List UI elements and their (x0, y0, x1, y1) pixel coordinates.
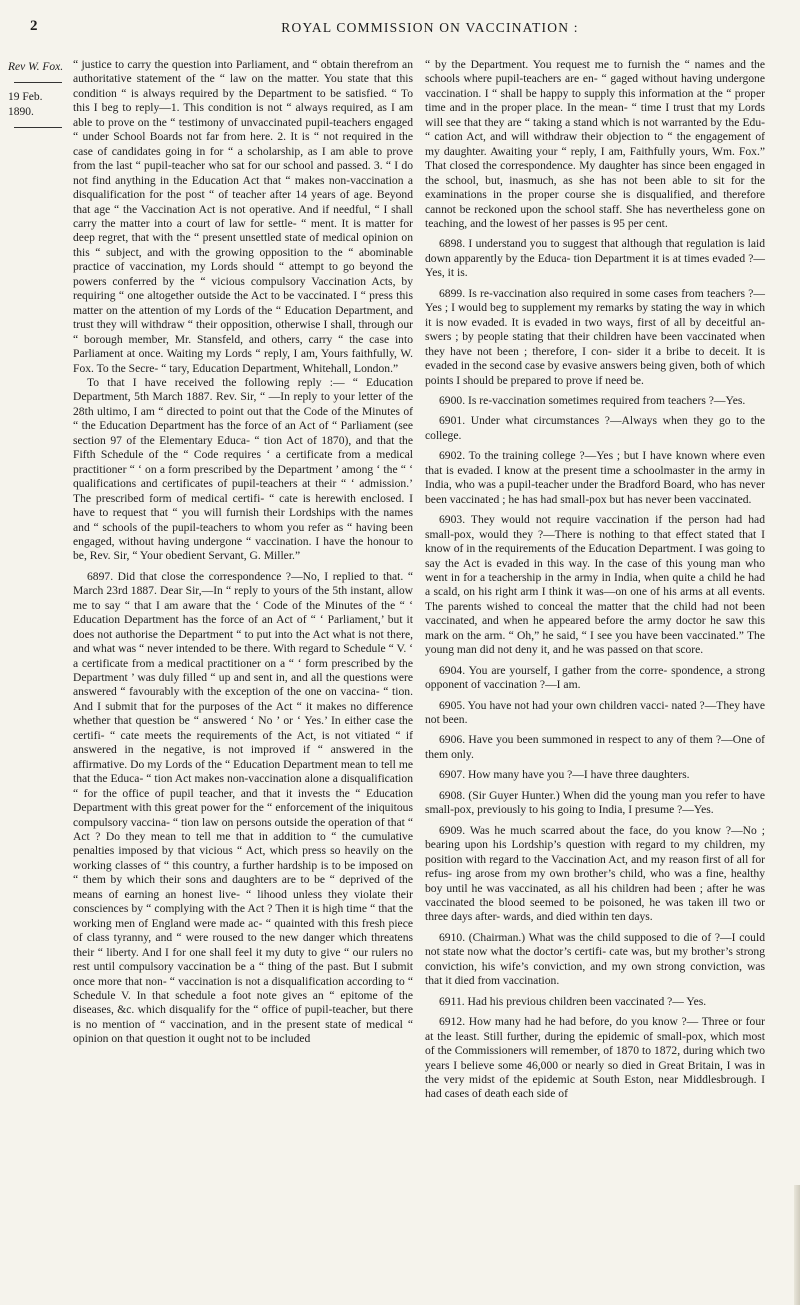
question-6908: 6908. (Sir Guyer Hunter.) When did the young man you refer to have small-pox, previously to his going to India, I presume ?—Yes. (425, 788, 765, 817)
question-6906: 6906. Have you been summoned in respect to any of them ?—One of them only. (425, 733, 765, 761)
question-6903: 6903. They would not require vaccination if the person had had small-pox, would they ?—There is nothing to that effect stated that I know of in the requirements of the Education Department. I was going to say the Act is evaded in this way. In the case of this young man who went in for a teachership in the army in India, when quite a child he had a scald, on his right arm I think it was—on one of his arms at all events. The parents wished to conceal the matter that the child had not been vaccinated, and when he appeared before the army doctor he saw this mark on the arm. “ Oh,” he said, “ I see you have been vaccinated.” The young man did not deny it, and he was passed on that score. (425, 513, 765, 657)
margin-note (8, 60, 68, 135)
margin-rule (14, 82, 62, 83)
paragraph: “ by the Department. You request me to furnish the “ names and the schools where pupil-teachers are en- “ gaged without having undergone vaccination. I “ shall be happy to supply this information at the “ proper time and in the proper place. In the mean- “ time I trust that my Lords will see that they are “ taking a stand which is not warranted by the Edu- “ cation Act, and will withdraw their objection to “ the engagement of my daughter. Awaiting your “ reply, I am, Faithfully yours, Wm. Fox.” That closed the correspondence. My daughter has since been engaged in the school, but, inasmuch, as she has not been able to sit for the examinations in the proper course she is disqualified, and therefore cannot be reckoned upon the school staff. She has nevertheless gone on teaching, and the lowest of her passes is 95 per cent. (425, 58, 765, 230)
question-6899: 6899. Is re-vaccination also required in some cases from teachers ?—Yes ; I would beg to supplement my remarks by stating the way in which it is now evaded. It is evaded in two ways, first of all by deceitful an- swers ; by people stating that their children have been vaccinated when they have not been ; therefore, I con- sider it a bribe to deceit. It is evaded in the second case by evasive answers being given, both of which points I should be prepared to prove if need be. (425, 286, 765, 387)
question-6902: 6902. To the training college ?—Yes ; but I have known where even that is evaded. I know at the present time a schoolmaster in the army in India, who was a pupil-teacher under the Bradford Board, who has never been vaccinated ; he has had small-pox but has never been vaccinated. (425, 449, 765, 506)
page-edge-shadow (794, 1185, 800, 1305)
right-column (425, 58, 765, 1102)
question-6907: 6907. How many have you ?—I have three daughters. (439, 768, 690, 782)
question-6905: 6905. You have not had your own children vacci- nated ?—They have not been. (425, 698, 765, 727)
paragraph: “ justice to carry the question into Parliament, and “ obtain therefrom an authoritative statement of the “ law on the matter. You state that this condition “ is always required by the Department to be satisfied. “ To this I beg to reply—1. This condition is not “ always required, as I am able to prove on the “ testimony of unvaccinated pupil-teachers engaged “ under School Boards not far from here. 2. It is “ not required in the case of candidates going in for “ a scholarship, as I am able to prove from the last “ pupil-teacher who sat for our school and passed. 3. “ I do not find anything in the Education Act that “ makes non-vaccination a disqualification for the post “ of teacher after 14 years of age. Beyond that age “ the Vaccination Act is not operative. And if needful, “ I shall carry the matter into a court of law for settle- “ ment. It is matter for deep regret, that with the “ present unsettled state of medical opinion on this “ subject, and with the growing opposition to the “ abominable practice of vaccination, my Lords should “ attempt to go beyond the powers conferred by the “ vicious compulsory Vaccination Acts, by requiring “ one altogether outside the Act to be vaccinated. I “ press this matter on the attention of my Lords of the “ Education Department, and trust they will withdraw “ their opposition, otherwise I shall, through our “ borough member, Mr. Stansfeld, and others, carry “ the case into Parliament at once. Waiting my Lords “ reply, I am, Yours faithfully, W. Fox. To the Secre- “ tary, Education Department, Whitehall, London.” (73, 58, 413, 375)
margin-date: 19 Feb. 1890. (8, 91, 43, 118)
page-header (0, 14, 800, 44)
left-column (73, 58, 413, 1047)
margin-rule (14, 127, 62, 128)
question-6904: 6904. You are yourself, I gather from the corre- spondence, a strong opponent of vaccination ?—I am. (425, 663, 765, 692)
question-6911: 6911. Had his previous children been vaccinated ?— Yes. (439, 994, 707, 1008)
running-title: ROYAL COMMISSION ON VACCINATION : (281, 20, 579, 35)
page-number: 2 (30, 18, 38, 34)
question-6910: 6910. (Chairman.) What was the child supposed to die of ?—I could not state now what the doctor’s certifi- cate was, but my brother’s strong conviction, his wife’s conviction, and my own strong conviction, was that it died from vaccination. (425, 930, 765, 988)
question-6897: 6897. Did that close the correspondence ?—No, I replied to that. “ March 23rd 1887. Dear Sir,—In “ reply to yours of the 5th instant, allow me to say “ that I am aware that the ‘ Code of the Minutes of the “ ‘ Education Department has the force of an Act of “ ‘ Parliament,’ but it does not authorise the Department “ to put into the Act what is not there, and what was “ never intended to be there. With regard to Schedule “ V. ‘ a certificate from a medical practitioner on a “ ‘ form prescribed by the Department ’ was duly filled “ up and sent in, and all the questions were answered “ favourably with the exception of the one on vaccina- “ tion. And I submit that for the purposes of the Act “ it makes no difference whether that question be “ answered ‘ No ’ or ‘ Yes.’ In either case the certifi- “ cate meets the requirements of the Act, is not vitiated “ if answered in the negative, is not improved if “ answered in the affirmative. Do my Lords of the “ Education Department mean to tell me that the Educa- “ tion Act makes non-vaccination alone a disqualification “ for the office of pupil teacher, and that it invests the “ Education Department with this great power for the “ enforcement of the iniquitous compulsory vaccina- “ tion law on persons outside the operation of that “ Act ? Do they mean to tell me that in addition to “ the cumulative penalties imposed by that vicious “ Act, which press so heavily on the working classes of “ this country, a further hardship is to be imposed on “ them by which their sons and daughters are to be “ deprived of the means of earning an honest live- “ lihood unless they violate their consciences by “ complying with the Act ? Then it is high time “ that the working men of England were made ac- “ quainted with this fresh piece of class tyranny, and “ were roused to the new danger which threatens their “ liberty. And I for one shall feel it my duty to give “ our rulers no rest until compulsory vaccination be a “ thing of the past. But I submit once more that non- “ vaccination is not a disqualification according to “ Schedule V. In that schedule a foot note gives an “ epitome of the diseases, &c. which disqualify for the “ office of pupil-teacher, but there is no mention of “ vaccination, and in the present state of medical “ opinion on that question it ought not to be included (73, 569, 413, 1046)
question-6900: 6900. Is re-vaccination sometimes required from teachers ?—Yes. (439, 393, 746, 407)
question-6909: 6909. Was he much scarred about the face, do you know ?—No ; bearing upon his Lordship’s question with regard to my children, my position with regard to the Vaccination Act, and my reason first of all for refus- ing arose from my own brother’s child, who was a fine, healthy boy until he was vaccinated, as all his children had been ; after he was vaccinated the blood seemed to be poisoned, he was taken ill two or three days after- wards, and died within ten days. (425, 823, 765, 924)
paragraph: To that I have received the following reply :— “ Education Department, 5th March 1887. Rev. Sir, “ —In reply to your letter of the 28th ultimo, I am “ directed to point out that the Code of the Minutes of “ the Education Department has the force of an Act of “ Parliament (see section 97 of the Elementary Educa- “ tion Act of 1870), and that the Fifth Schedule of the “ Code requires ‘ a certificate from a medical practitioner “ ‘ on a form prescribed by the Department ’ among ‘ the “ ‘ qualifications and certificates of pupil-teachers at their “ ‘ admission.’ The prescribed form of medical certifi- “ cate is herewith enclosed. I have to request that “ you will furnish their Lordships with the names and “ schools of the pupil-teachers to whom you refer as “ having been engaged, without having undergone “ vaccination. I have the honour to be, Rev. Sir, “ Your obedient Servant, G. Miller.” (73, 375, 413, 563)
question-6901: 6901. Under what circumstances ?—Always when they go to the college. (425, 414, 765, 442)
question-6898: 6898. I understand you to suggest that although that regulation is laid down apparently by the Educa- tion Department it is at times evaded ?—Yes, it is. (425, 237, 765, 280)
question-6912: 6912. How many had he had before, do you know ?— Three or four at the least. Still further, during the epidemic of small-pox, which most of the Commissioners will remember, of 1870 to 1872, during which two years I believe some 46,000 or nearly so died in Great Britain, I was in the very midst of the epidemic at South Eston, near Middlesbrough. I had cases of death each side of (425, 1015, 765, 1101)
margin-witness: Rev W. Fox. (8, 61, 64, 73)
